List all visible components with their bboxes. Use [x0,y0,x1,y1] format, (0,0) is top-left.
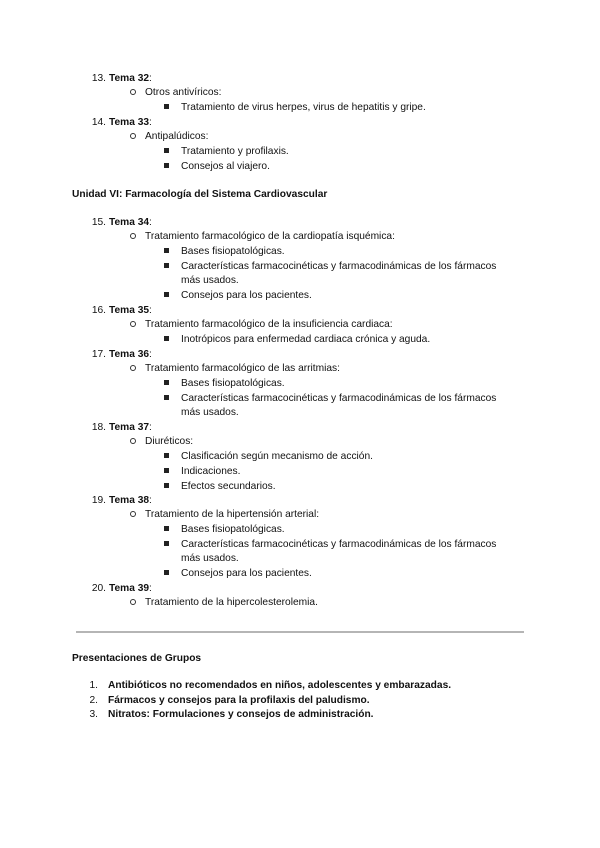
list-item: Efectos secundarios. [181,481,276,492]
hollow-bullet-icon [130,133,136,139]
subtopic: Antipalúdicos: [145,131,209,142]
topic-heading: Tema 38: [109,495,152,506]
square-bullet-icon [164,336,169,341]
subtopic: Tratamiento de la hipertensión arterial: [145,509,320,520]
topic-heading: Tema 32: [109,73,152,84]
group-item: Fármacos y consejos para la profilaxis del paludismo. [108,695,370,706]
subtopic: Tratamiento farmacológico de la insuficiencia cardiaca: [145,319,393,330]
list-number: 1. [89,680,98,691]
list-number: 20. [91,583,106,594]
list-number: 16. [91,305,106,316]
list-item: Características farmacocinéticas y farmacodinámicas de los fármacos [181,539,497,550]
topic-heading: Tema 35: [109,305,152,316]
list-number: 3. [89,709,98,720]
topic-heading: Tema 36: [109,349,152,360]
list-item: Clasificación según mecanismo de acción. [181,451,373,462]
list-item: Consejos para los pacientes. [181,290,312,301]
list-item: Consejos para los pacientes. [181,568,312,579]
list-number: 18. [91,422,106,433]
list-item-continuation: más usados. [181,553,239,564]
list-item: Tratamiento y profilaxis. [181,146,289,157]
topic-heading: Tema 37: [109,422,152,433]
hollow-bullet-icon [130,233,136,239]
square-bullet-icon [164,468,169,473]
square-bullet-icon [164,526,169,531]
section-heading: Presentaciones de Grupos [72,653,202,664]
hollow-bullet-icon [130,89,136,95]
list-item: Bases fisiopatológicas. [181,378,285,389]
square-bullet-icon [164,263,169,268]
topic-heading: Tema 33: [109,117,152,128]
subtopic: Otros antivíricos: [145,87,222,98]
hollow-bullet-icon [130,511,136,517]
hollow-bullet-icon [130,438,136,444]
group-item: Nitratos: Formulaciones y consejos de administración. [108,709,374,720]
list-number: 13. [91,73,106,84]
unit-heading: Unidad VI: Farmacología del Sistema Cardiovascular [72,189,328,200]
group-item: Antibióticos no recomendados en niños, adolescentes y embarazadas. [108,680,452,691]
list-item-continuation: más usados. [181,407,239,418]
hollow-bullet-icon [130,599,136,605]
list-item: Inotrópicos para enfermedad cardiaca crónica y aguda. [181,334,431,345]
square-bullet-icon [164,104,169,109]
list-number: 15. [91,217,106,228]
list-item-continuation: más usados. [181,275,239,286]
list-item: Indicaciones. [181,466,241,477]
hollow-bullet-icon [130,321,136,327]
square-bullet-icon [164,570,169,575]
square-bullet-icon [164,453,169,458]
list-item: Tratamiento de virus herpes, virus de hepatitis y gripe. [181,102,426,113]
square-bullet-icon [164,292,169,297]
list-item: Bases fisiopatológicas. [181,524,285,535]
square-bullet-icon [164,395,169,400]
list-number: 14. [91,117,106,128]
horizontal-divider [76,631,524,633]
hollow-bullet-icon [130,365,136,371]
list-item: Consejos al viajero. [181,161,270,172]
square-bullet-icon [164,163,169,168]
square-bullet-icon [164,483,169,488]
square-bullet-icon [164,148,169,153]
list-number: 17. [91,349,106,360]
subtopic: Tratamiento farmacológico de la cardiopatía isquémica: [145,231,395,242]
list-item: Características farmacocinéticas y farmacodinámicas de los fármacos [181,393,497,404]
subtopic: Tratamiento de la hipercolesterolemia. [145,597,318,608]
list-item: Características farmacocinéticas y farmacodinámicas de los fármacos [181,261,497,272]
subtopic: Tratamiento farmacológico de las arritmias: [145,363,340,374]
square-bullet-icon [164,541,169,546]
subtopic: Diuréticos: [145,436,194,447]
square-bullet-icon [164,248,169,253]
square-bullet-icon [164,380,169,385]
list-item: Bases fisiopatológicas. [181,246,285,257]
list-number: 19. [91,495,106,506]
list-number: 2. [89,695,98,706]
topic-heading: Tema 34: [109,217,152,228]
topic-heading: Tema 39: [109,583,152,594]
